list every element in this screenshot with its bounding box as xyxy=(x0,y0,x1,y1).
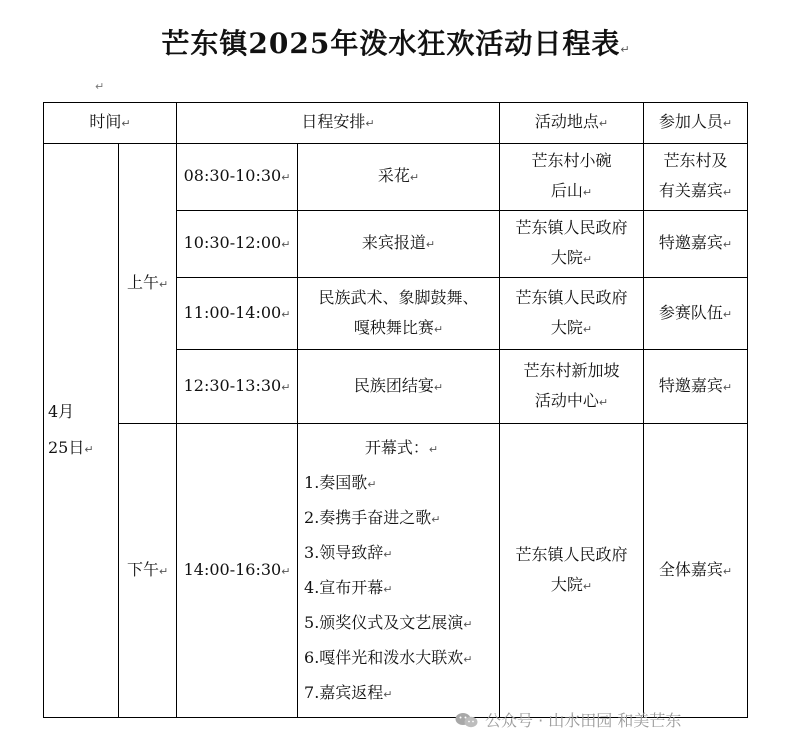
watermark: 公众号 · 山水田园 和美芒东 xyxy=(455,708,681,731)
location-cell: 芒东镇人民政府 大院↵ xyxy=(500,424,644,718)
event-cell: 采花↵ xyxy=(298,144,500,211)
list-item: 3.领导致辞↵ xyxy=(304,542,393,562)
event-heading: 开幕式：↵ xyxy=(364,437,439,457)
header-location: 活动地点↵ xyxy=(500,103,644,144)
location-cell: 芒东村新加坡 活动中心↵ xyxy=(500,350,644,424)
paragraph-mark: ↵ xyxy=(95,80,105,93)
afternoon-label: 下午↵ xyxy=(119,424,177,718)
list-item: 1.奏国歌↵ xyxy=(304,472,377,492)
table-row xyxy=(44,424,748,718)
wechat-icon xyxy=(455,712,479,728)
document-title: 芒东镇2025年泼水狂欢活动日程表↵ xyxy=(161,27,631,60)
location-cell: 芒东镇人民政府 大院↵ xyxy=(500,278,644,350)
time-cell: 10:30-12:00↵ xyxy=(177,211,298,278)
participants-cell: 全体嘉宾↵ xyxy=(644,424,748,718)
list-item: 7.嘉宾返程↵ xyxy=(304,682,393,702)
location-cell: 芒东镇人民政府 大院↵ xyxy=(500,211,644,278)
list-item: 4.宣布开幕↵ xyxy=(304,577,393,597)
event-cell: 来宾报道↵ xyxy=(298,211,500,278)
schedule-table xyxy=(43,102,748,718)
header-participants: 参加人员↵ xyxy=(644,103,748,144)
event-cell: 民族武术、象脚鼓舞、 嘎秧舞比赛↵ xyxy=(298,278,500,350)
list-item: 2.奏携手奋进之歌↵ xyxy=(304,507,441,527)
time-cell: 12:30-13:30↵ xyxy=(177,350,298,424)
list-item: 5.颁奖仪式及文艺展演↵ xyxy=(304,612,473,632)
time-cell: 08:30-10:30↵ xyxy=(177,144,298,211)
location-cell: 芒东村小碗 后山↵ xyxy=(500,144,644,211)
header-time: 时间↵ xyxy=(44,103,177,144)
paragraph-mark: ↵ xyxy=(620,43,631,56)
table-row xyxy=(44,144,748,211)
time-cell: 11:00-14:00↵ xyxy=(177,278,298,350)
morning-label: 上午↵ xyxy=(119,144,177,424)
participants-cell: 芒东村及 有关嘉宾↵ xyxy=(644,144,748,211)
date-cell: 4月 25日↵ xyxy=(44,144,119,718)
time-cell: 14:00-16:30↵ xyxy=(177,424,298,718)
participants-cell: 特邀嘉宾↵ xyxy=(644,211,748,278)
event-cell: 民族团结宴↵ xyxy=(298,350,500,424)
list-item: 6.嘎伴光和泼水大联欢↵ xyxy=(304,647,473,667)
participants-cell: 参赛队伍↵ xyxy=(644,278,748,350)
header-row xyxy=(44,103,748,144)
participants-cell: 特邀嘉宾↵ xyxy=(644,350,748,424)
header-schedule: 日程安排↵ xyxy=(177,103,500,144)
event-cell xyxy=(298,424,500,718)
